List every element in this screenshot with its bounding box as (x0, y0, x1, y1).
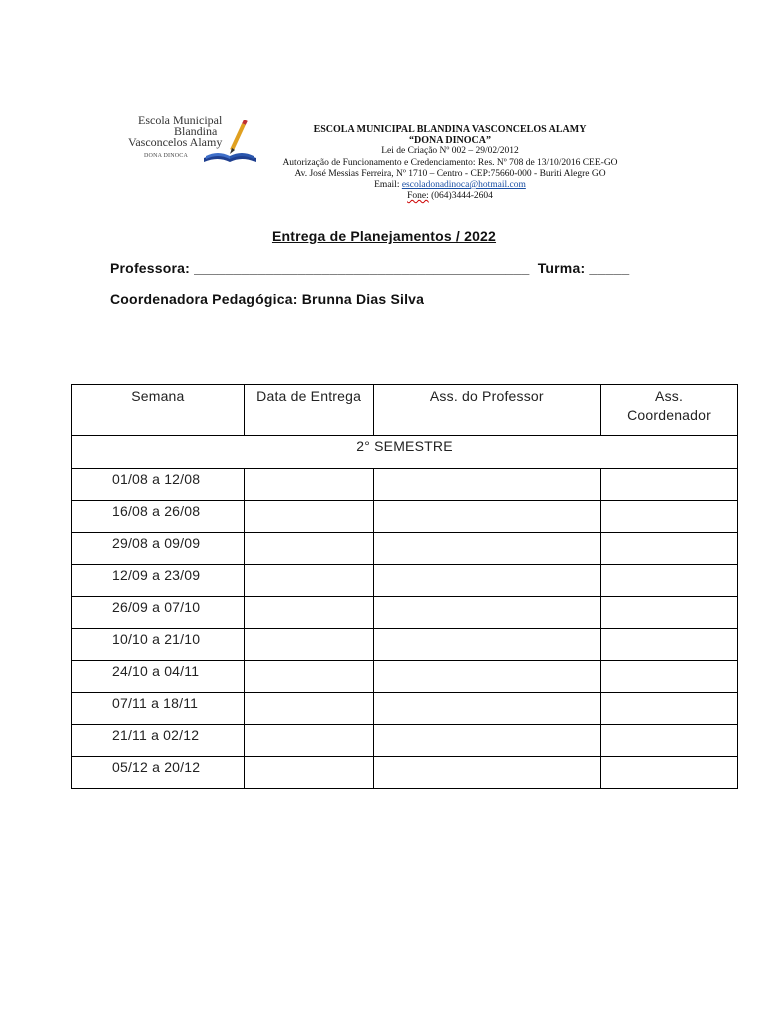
school-name: ESCOLA MUNICIPAL BLANDINA VASCONCELOS ALAMY (313, 124, 587, 135)
email-line (260, 180, 640, 191)
professor-signature-cell[interactable] (373, 533, 601, 565)
logo-line-1: Escola Municipal (138, 113, 223, 127)
coordenadora-line: Coordenadora Pedagógica: Brunna Dias Silva (110, 291, 425, 307)
book-pencil-icon (200, 120, 260, 166)
coordinator-signature-cell[interactable] (601, 597, 738, 629)
delivery-date-cell[interactable] (244, 501, 373, 533)
header-ass-professor: Ass. do Professor (373, 385, 601, 436)
professor-signature-cell[interactable] (373, 501, 601, 533)
table-row (72, 661, 738, 693)
professor-signature-cell[interactable] (373, 565, 601, 597)
coordinator-signature-cell[interactable] (601, 629, 738, 661)
coordinator-signature-cell[interactable] (601, 469, 738, 501)
coordinator-signature-cell[interactable] (601, 725, 738, 757)
week-cell: 26/09 a 07/10 (72, 597, 245, 629)
table-row (72, 693, 738, 725)
logo-line-4: DONA DINOCA (144, 153, 189, 159)
delivery-date-cell[interactable] (244, 725, 373, 757)
delivery-date-cell[interactable] (244, 469, 373, 501)
school-nickname: “DONA DINOCA” (409, 135, 491, 147)
coordinator-signature-cell[interactable] (601, 693, 738, 725)
table-row (72, 533, 738, 565)
week-cell: 21/11 a 02/12 (72, 725, 245, 757)
authorization-text: Autorização de Funcionamento e Credenciamento: Res. Nº 708 de 13/10/2016 CEE-GO (282, 157, 618, 168)
coordinator-signature-cell[interactable] (601, 565, 738, 597)
delivery-date-cell[interactable] (244, 661, 373, 693)
professor-signature-cell[interactable] (373, 693, 601, 725)
header-data-entrega: Data de Entrega (244, 385, 373, 436)
logo-line-2: Blandina (174, 124, 218, 138)
delivery-date-cell[interactable] (244, 629, 373, 661)
professora-line: Professora: __________________________________________ Turma: _____ (110, 260, 630, 276)
coordinator-signature-cell[interactable] (601, 533, 738, 565)
professor-signature-cell[interactable] (373, 661, 601, 693)
week-cell: 07/11 a 18/11 (72, 693, 245, 725)
delivery-date-cell[interactable] (244, 565, 373, 597)
table-header-row (72, 385, 738, 436)
phone-number: (064)3444-2604 (431, 191, 493, 202)
address-text: Av. José Messias Ferreira, Nº 1710 – Centro - CEP:75660-000 - Buriti Alegre GO (294, 168, 606, 179)
table-row (72, 469, 738, 501)
professor-signature-cell[interactable] (373, 597, 601, 629)
delivery-date-cell[interactable] (244, 693, 373, 725)
week-cell: 01/08 a 12/08 (72, 469, 245, 501)
email-link[interactable]: escoladonadinoca@hotmail.com (401, 180, 526, 191)
school-header (260, 124, 640, 202)
week-cell: 29/08 a 09/09 (72, 533, 245, 565)
header-ass-coordenador: Ass. Coordenador (601, 385, 738, 436)
coordinator-signature-cell[interactable] (601, 661, 738, 693)
week-cell: 24/10 a 04/11 (72, 661, 245, 693)
coordinator-signature-cell[interactable] (601, 757, 738, 789)
delivery-date-cell[interactable] (244, 757, 373, 789)
phone-line (260, 191, 640, 202)
delivery-date-cell[interactable] (244, 533, 373, 565)
email-label: Email: (374, 180, 400, 191)
table-row (72, 501, 738, 533)
header-semana: Semana (72, 385, 245, 436)
table-row (72, 725, 738, 757)
week-cell: 16/08 a 26/08 (72, 501, 245, 533)
schedule-table (71, 384, 738, 789)
coordinator-signature-cell[interactable] (601, 501, 738, 533)
table-row (72, 565, 738, 597)
semester-row (72, 436, 738, 469)
week-cell: 12/09 a 23/09 (72, 565, 245, 597)
table-row (72, 597, 738, 629)
week-cell: 10/10 a 21/10 (72, 629, 245, 661)
professor-signature-cell[interactable] (373, 629, 601, 661)
week-cell: 05/12 a 20/12 (72, 757, 245, 789)
delivery-date-cell[interactable] (244, 597, 373, 629)
school-logo (128, 112, 258, 172)
document-title: Entrega de Planejamentos / 2022 (271, 228, 497, 244)
table-row (72, 629, 738, 661)
professor-signature-cell[interactable] (373, 757, 601, 789)
creation-law: Lei de Criação Nº 002 – 29/02/2012 (381, 146, 519, 157)
semester-label: 2° SEMESTRE (72, 436, 738, 469)
table-row (72, 757, 738, 789)
professor-signature-cell[interactable] (373, 725, 601, 757)
phone-label: Fone: (407, 191, 429, 202)
professor-signature-cell[interactable] (373, 469, 601, 501)
logo-line-3: Vasconcelos Alamy (128, 135, 223, 149)
